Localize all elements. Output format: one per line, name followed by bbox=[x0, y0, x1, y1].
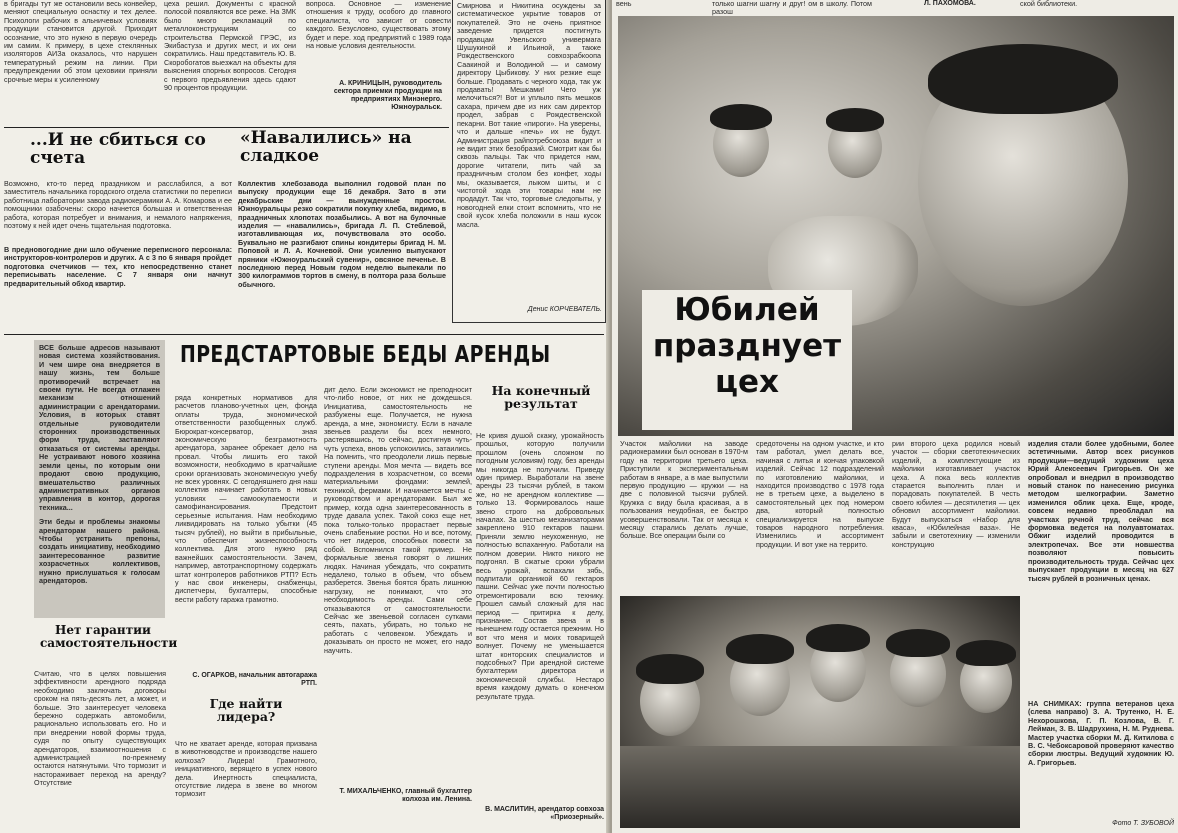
top-fragment-2-text: цеха решил. Документы с красной полосой появляются все реже. На ЗМК было много рекламаций по металлоконструкциям со строительства Пермской ГРЭС, из Экибастуза и других мест, и их они сократились. Наш представитель Ю. В. Скоробогатов выезжал на объекты для выяснения спорных вопросов. Сегодня с первого предъявления здесь сдают 90 процентов продукции. bbox=[164, 0, 296, 93]
top-fragment-3 bbox=[306, 0, 451, 76]
mikhalchenko-signature-text: Т. МИХАЛЬЧЕНКО, главный бухгалтер колхоза им. Ленина. bbox=[339, 788, 472, 803]
worker-hair-1 bbox=[710, 104, 772, 130]
rent-col2b bbox=[175, 740, 317, 833]
count-body-bold bbox=[4, 246, 232, 328]
result-subhead: На конечный результат bbox=[491, 383, 591, 412]
feature-col4-text: изделия стали более удобными, более эстетичными. Автор всех рисунков продукции—ведущий художник цеха Юрий Алексеевич Григорьев. Он же опробовал и внедрил в производство новый станок по нанесению рисунка методом шелкографии. Заметно изменился облик цеха. Еще, кроде, совсем недавно преобладал на участках ручной труд, сейчас вся формовка ведется на полуавтоматах. Обжиг изделий проводится в электропечах. Все эти новшества позволяют повысить производительность труда. Сейчас цех выпускает продукции в месяц на 627 тысяч рублей в розничных ценах. bbox=[1028, 439, 1174, 583]
ogarkov-signature bbox=[175, 672, 317, 694]
feature-col3-text: рии второго цеха родился новый участок — сборки светотехнических изделий, а комплектующие из майолики изготавливает участок цеха. А пока весь коллектив старается выполнить план и порадовать покупателей. В честь своего юбилея — десятилетия — цех обновил ассортимент майолики. Будут выпускаться «Набор для кваса», «Юбилейная ваза». Не забыли и светотехнику — изменили конструкцию bbox=[892, 439, 1020, 549]
photo-caption-text: НА СНИМКАХ: группа ветеранов цеха (слева направо) З. А. Трутенко, Н. Е. Нехорошкова, Г. П. Козлова, В. Г. Лейман, З. В. Шадрухина, Н. М. Руднева. Мастер участка сборки М. Д. Китилова с В. С. Чебоксаровой проверяют качество сборки люстры. Ведущий художник Ю. А. Григорьев. bbox=[1028, 699, 1174, 767]
photo-credit bbox=[1052, 820, 1174, 832]
maslitin-signature bbox=[476, 806, 604, 832]
rent-col4 bbox=[476, 432, 604, 804]
sweet-headline: «Навалились» на сладкое bbox=[240, 128, 412, 166]
top-fragment-r3-text: только шагни шагну и друг! ом в школу. Потом разош bbox=[712, 0, 872, 17]
sweet-body bbox=[238, 180, 446, 330]
count-body-bold-text: В предновогодние дни шло обучение переписного персонала: инструкторов-контролеров и других. А с 3 по 6 января пройдет подготовка счетчиков — тех, кто непосредственно станет переписывать население. С 7 января они начнут предварительный обход квартир. bbox=[4, 245, 232, 288]
leader-subhead-block bbox=[190, 697, 302, 737]
guarantee-subhead: Нет гарантии самостоятельности bbox=[40, 623, 178, 650]
top-fragment-3-text: вопроса. Основное — изменение отношения к труду, особого до главного специалиста, что зависит от совести каждого. Безусловно, существовать этому будет и пере. ход предприятий с 1989 года на новые условия деятельности. bbox=[306, 0, 451, 51]
rent-intro-text-2: Эти беды и проблемы знакомы арендаторам нашего района. Чтобы устранить препоны, создать инициативу, необходимо заинтересованное развитие хозрасчетных коллективов, нужно прислушаться к голосам арендаторов. bbox=[39, 517, 160, 585]
count-headline-block bbox=[30, 132, 230, 180]
rent-col2 bbox=[175, 394, 317, 672]
veteran-hair-3 bbox=[806, 624, 870, 652]
feature-col4 bbox=[1028, 440, 1174, 698]
top-fragment-1-text: в бригады тут же остановили весь конвейер, меняют специальную оснастку и тех делее. Психологи рабочих в альничевых условиях продукции становится другой. Приходит осознание, что это нужно в первую очередь им самим. К примеру, в цехе стеклянных изоляторов АИЗа оказалось, что нарушен температурный режим на линии. При предупреждении об этом цеховики приняли срочные меры к усиленному bbox=[4, 0, 157, 84]
veteran-hair-5 bbox=[956, 640, 1016, 666]
feature-headline: Юбилей празднует цех bbox=[652, 292, 842, 400]
trade-story-signature bbox=[456, 306, 602, 318]
feature-col1-text: Участок майолики на заводе радиокерамики был основан в 1970-м году на территории третьего цеха. Приступили к экспериментальным работам в январе, а в мае выпустили первую продукцию — кружки — на две с половиной тысячи рублей. Кружка с виду была красивая, а в пользования неудобная, ее быстро усовершенствовали. Так от месяца к месяцу старались делать лучше, больше. Все операции были со bbox=[620, 439, 748, 541]
veteran-hair-1 bbox=[636, 654, 704, 684]
sweet-headline-block bbox=[240, 130, 445, 178]
section-rule bbox=[4, 334, 604, 335]
count-body bbox=[4, 180, 232, 244]
feature-col2 bbox=[756, 440, 884, 590]
photo-caption bbox=[1028, 700, 1174, 818]
trade-story-box bbox=[452, 0, 606, 323]
rent-intro-box bbox=[34, 340, 165, 618]
photo-veterans-group bbox=[620, 596, 1020, 828]
top-fragment-r2 bbox=[616, 0, 650, 14]
rent-col1-text: Считаю, что в целях повышения эффективности арендного подряда необходимо заключать договоры сроком на пять-десять лет, а может, и больше. Это заинтересует человека бережно содержать автомобили, рационально использовать его. Но и при внедрении новой формы труда, судя по опыту существующих арендаторов, взаимоотношения с администрацией по-прежнему остаются натянутыми. Что тормозит и настораживает переход на аренду? Отсутствие bbox=[34, 669, 166, 788]
feature-headline-panel bbox=[642, 290, 852, 430]
trade-story-text: Смирнова и Никитина осуждены за систематическое укрытие товаров от покупателей. Это не очень приятное заведение придется постигнуть продавцам Увельского универмага Шушукиной и Ильиной, а также Рождественского совхозрабкоопа Саакиной и Володиной — и самому директору Цыбикову. У них резкие еще больше. Продавать с черного хода, так уж продавать! Мешками! Чего уж мелочиться?! Вот и уплыло пять мешков сахара, причем две из них сам директор продел, забрав с Рождественской пекарни. Вот такие «пироги». На уверены, что и дальше «печь» их не будут. Администрация райпотребсоюза видит и не видит этих безобразий. Смотрит как бы сквозь пальцы. Так что придется нам, дорогие читатели, пить чай за праздничным столом без конфет, ходы мы, оказывается, лыком шиты, и с чистотой хода эти товары нам не продадут. Так что, торговые следопыты, у новогодней елки стоит вспомнить, что не свой кусок хлеба положили в наш кусок масла. bbox=[457, 1, 601, 229]
trade-story-signature-text: Денис КОРЧЕВАТЕЛЬ. bbox=[527, 306, 602, 313]
veteran-hair-2 bbox=[726, 634, 794, 664]
top-fragment-2 bbox=[164, 0, 296, 122]
top-signature-right bbox=[924, 0, 994, 12]
signature-top-left bbox=[316, 80, 442, 120]
rent-col2-text: ряда конкретных нормативов для расчетов планово-учетных цен, фонда оплаты труда, экономической ответственности разобщенных служб. Бюрократ-консерватор, зная экономическую безграмотность арендатора, заранее обрекает дело на провал. Чтобы лишить его такой возможности, необходимо в кратчайшие сроки организовать экономическую учебу не всех уровнях. С сегодняшнего дня наш коллектив начинает работать в новых условиях — самоокупаемости и самофинансирования. Предстоит серьезные испытания. Нам необходимо ликвидировать на только убытки (45 тысяч рублей), но выйти в прибыльные, что обеспечит жизнеспособность коллектива. Для этого нужно ряд важнейших самостоятельности. Зачем, например, автотранспортному содержать штат контролеров работников РТП? Есть у нас свои инженеры, снабженцы, диспетчеры, бухгалтеры, способные вести работу гаража грамотно. bbox=[175, 393, 317, 604]
rent-col4-text: Не кривя душой скажу, урожайность прошлых, которую получили прошлом (очень сложном по погодным условиям) году, без аренды мы никогда не получили. Приведу один пример. Выработали на звене аренды 23 тысячи рублей, в таком же, но не арендном коллективе — только 13. Формировалось наше звено строго на добровольных началах. За шестью механизаторами закреплено 910 гектаров пашни. Приняли землю неухоженную, не полностью вспаханную. Работали на полном доверии. Никто никого не подгонял. В сжатые сроки убрали весь урожай, вспахали зябь, подпитали органикой 60 гектаров пашни. Сейчас уже почти полностью отремонтировали всю технику. Прошел самый сложный для нас период — притирка к делу, признание. Состав звена и в нынешнем году остается прежним. Но вот что меня и моих товарищей волнует. Почему не уменьшается штат конторских специалистов и подсобных? При арендной системе бухгалтерии директора и экономической службы. Нестаро время каждому думать о конечном результате труда. bbox=[476, 431, 604, 701]
veterans-table bbox=[620, 746, 1020, 828]
right-page bbox=[612, 0, 1178, 833]
maslitin-signature-text: В. МАСЛИТИН, арендатор совхоза «Приозерный». bbox=[485, 806, 604, 821]
rent-headline: ПРЕДСТАРТОВЫЕ БЕДЫ АРЕНДЫ bbox=[180, 342, 551, 368]
leader-subhead: Где найти лидера? bbox=[209, 696, 283, 725]
veteran-hair-4 bbox=[886, 629, 950, 657]
portrait-hair bbox=[928, 44, 1118, 114]
result-subhead-block bbox=[480, 384, 602, 428]
rent-intro-text: ВСЕ больше адресов называют новая система хозяйствования. И чем шире она внедряется в нашу жизнь, тем больше противоречий встречает на своем пути. Не всегда отлажен механизм отношений администрации с арендаторами. Условия, в которых ставят отдельные руководители сторонних производственных форм труда, заставляют отказаться от системы аренды. Не устраивают нового хозяина земли цены, по которым они продают свою продукцию, вмешательство различных административных органов управления в контор, дорогая техника... bbox=[39, 343, 160, 512]
feature-col2-text: средоточены на одном участке, и кто там работал, умел делать все, начиная с литья и кончая упаковкой изделий. Сейчас 12 подразделений по изготовлению майолики, и находится производство с 1978 года не в третьем цехе, а выделено в самостоятельный цех под номером два, который полностью специализируется на выпуске товаров народного потребления. Изменились и ассортимент продукции. И вот уже на террито. bbox=[756, 439, 884, 549]
rent-col3 bbox=[324, 386, 472, 784]
rent-col1 bbox=[34, 670, 166, 833]
top-fragment-r2-text: вень bbox=[616, 0, 632, 8]
worker-hair-2 bbox=[826, 108, 884, 132]
feature-col1 bbox=[620, 440, 748, 600]
feature-col3 bbox=[892, 440, 1020, 590]
rent-col2b-text: Что не хватает аренде, которая призвана в животноводстве и производстве нашего колхоза? Лидера! Грамотного, инициативного, верящего в успех нового дела. Инертность специалиста, отсутствие лидера в звене во многом тормозит bbox=[175, 739, 317, 799]
count-headline: ...И не сбиться со счета bbox=[30, 130, 206, 168]
top-signature-right-text: Л. ПАХОМОВА. bbox=[924, 0, 976, 7]
photo-credit-text: Фото Т. ЗУБОВОЙ bbox=[1112, 820, 1174, 827]
top-fragment-1 bbox=[4, 0, 157, 132]
signature-top-left-text: А. КРИНИЦЫН, руководитель сектора приемки продукции на предприятиях Минэнерго. Южноуральск. bbox=[333, 80, 442, 111]
mikhalchenko-signature bbox=[324, 788, 472, 820]
rent-col3-text: дит дело. Если экономист не преподносит что-либо новое, от них не дождешься. Инициатива, самостоятельность не разбужены еще. Получается, не нужна аренда, а мне, экономисту. Если в начале звеньев раздели бы всех немного, растерявшись, то сейчас, достигнув чуть-чуть успеха, вновь успокоились, затаились. На помнить, что преодолели лишь первые ступени аренды. Моя мечта — видеть все подразделения в хозрасчетном, со всеми материальными фондами: землей, техникой, фермами. И начинается мечты с руководством и арендаторами. Был же пример, когда одна заинтересованность в труде давала успех. Такой союз еще нет, пока только-только прорастает первые очень слабенькие ростки. Но и все, потому, что нет лидеров, способных повести за собой. Вспомнился такой пример. Не формальные звенья говорят о лишних людях. Начиная убеждать, что сократить недалеко, только в объем, что объем разберется. Звенья боятся брать лишнюю нагрузку, не понимают, что это необходимость аренды. Сами себе отказываются от самостоятельности. Сейчас же звеньевой согласен сутками сеять, пахать, убирать, но только не работать с человеком. Убеждать и доказывать он просто не может, его надо научить. bbox=[324, 385, 472, 655]
top-fragment-r4 bbox=[1020, 0, 1140, 12]
ogarkov-signature-text: С. ОГАРКОВ, начальник автогаража РТП. bbox=[192, 672, 317, 687]
sweet-body-text: Коллектив хлебозавода выполнил годовой план по выпуску продукции еще 16 декабря. Зато в эти декабрьские дни — вынужденные простои. Южноуральцы резко сократили покупку хлеба, видимо, в праздничных хлопотах позабылись. А вот на булочные изделия — «навалились», бригада Л. П. Стеблевой, изготавливающая их, почувствовала это особо. Буквально не разгибают спины кондитеры бригад Н. М. Поповой и Л. А. Кочневой. Они усиленно выпускают пряники «Южноуральский сувенир», овсяное печенье. В последнюю перед Новым годом неделю выпекали по 300 килограммов тортов в смену, в полтора раза больше обычного. bbox=[238, 179, 446, 289]
guarantee-subhead-block bbox=[40, 623, 178, 668]
count-body-text: Возможно, кто-то перед праздником и расслабился, а вот заместитель начальника городского отдела статистики по переписи работница лаборатории завода радиокерамики А. А. Комарова и ее помощники озабочены: скоро начнется большая и ответственная работа, которая потребует и внимания, и немалого напряжения, поэтому к ней идет очень тщательная подготовка. bbox=[4, 179, 232, 231]
top-fragment-r4-text: ской библиотеки. bbox=[1020, 0, 1078, 8]
